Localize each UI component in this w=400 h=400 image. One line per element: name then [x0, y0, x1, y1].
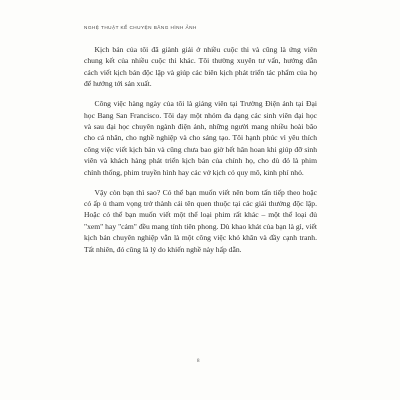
paragraph-2: Công việc hàng ngày của tôi là giảng viên tại Trường Điện ảnh tại Đại học Bang San Francisco. Tôi dạy một nhóm đa dạng các sinh viên đại học và sau đại học chuyên ngành điện ảnh, những người mang nhiều hoài bão cho cá nhân, cho nghề nghiệp và cho sáng tạo. Tôi hạnh phúc vì yêu thích công việc viết kịch bản và cũng chưa bao giờ hết hân hoan khi giúp đỡ sinh viên và khách hàng phát triển kịch bản của chính họ, cho dù đó là phim chính thống, phim truyền hình hay các vở kịch có quy mô, kinh phí nhỏ. [84, 99, 317, 177]
paragraph-3: Vậy còn bạn thì sao? Có thể bạn muốn viết nên bom tấn tiếp theo hoặc có ấp ủ tham vọng trở thành cái tên quen thuộc tại các giải thưởng độc lập. Hoặc có thể bạn muốn viết một thể loại phim rất khác – một thể loại đủ "xem" hay "cảm" đều mang tính tiên phong. Dù khao khát của bạn là gì, viết kịch bản chuyên nghiệp vẫn là một công việc khó khăn và đầy cạnh tranh. Tất nhiên, đó cũng là lý do khiến nghề này hấp dẫn. [84, 187, 317, 254]
page-number: 8 [197, 359, 200, 364]
running-header: NGHỆ THUẬT KỂ CHUYỆN BẰNG HÌNH ẢNH [84, 25, 197, 30]
body-text [84, 44, 317, 264]
paragraph-1: Kịch bản của tôi đã giành giải ở nhiều cuộc thi và cũng là ứng viên chung kết của nhiều cuộc thi khác. Tôi thường xuyên tư vấn, hướng dẫn cách viết kịch bản độc lập và giúp các biên kịch phát triển tác phẩm của họ để hướng tới sản xuất. [84, 45, 317, 89]
